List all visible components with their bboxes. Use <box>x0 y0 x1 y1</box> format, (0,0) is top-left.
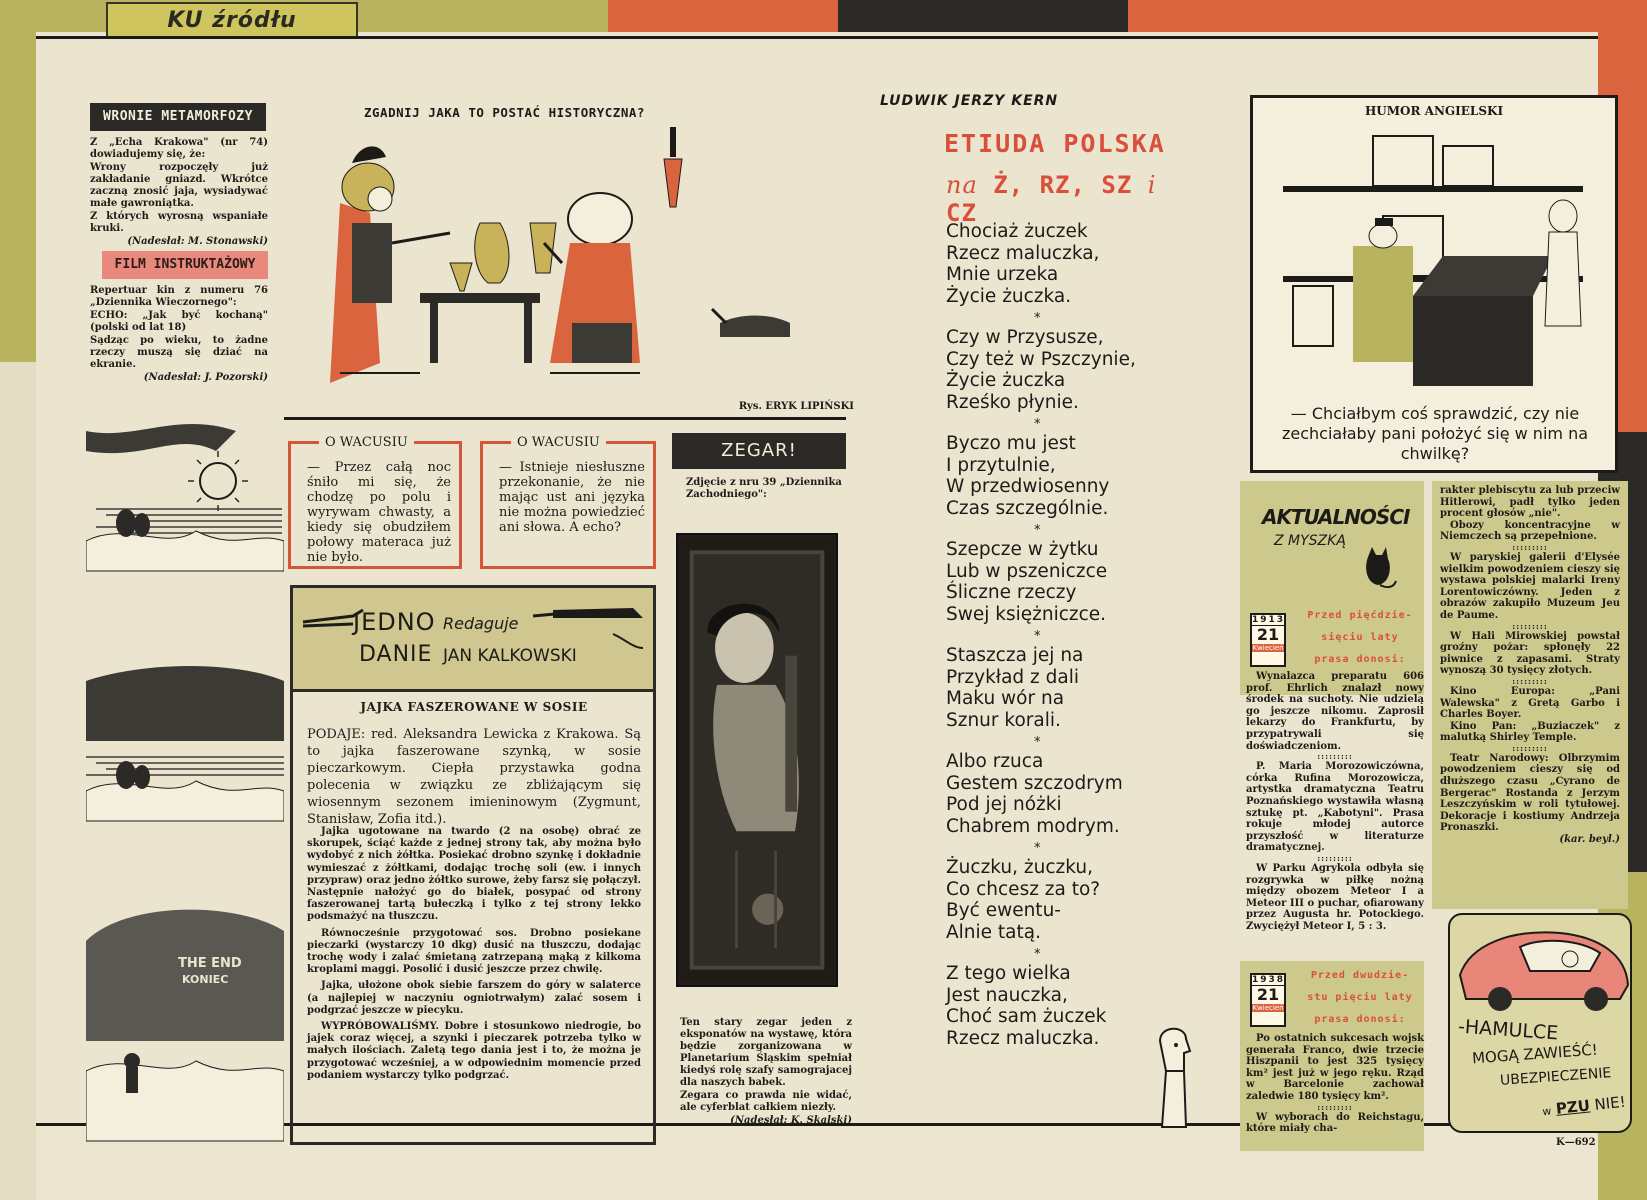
recipe-steps <box>307 826 641 1086</box>
wronie-line: Z których wyrosną wspaniałe kruki. <box>90 211 268 234</box>
jedno-danie-banner <box>293 588 653 692</box>
date-label-line: prasa donosi: <box>1314 654 1406 665</box>
news-item: Teatr Narodowy: Olbrzymim powodzeniem cieszy się od dłuższego czasu „Cyrano de Bergerac" Rostanda z Jerzym Leszczyńskim w roli tytułowej. Dekoracje i kostiumy Andrzeja Pronaszki. <box>1440 752 1620 834</box>
poem-subtitle-na: na <box>946 171 978 199</box>
trunk-cartoon <box>1263 126 1605 402</box>
date-month: Kwiecień <box>1252 1004 1284 1012</box>
separator: ::::::::: <box>1512 675 1548 686</box>
poem-line: Mnie urzeka <box>946 264 1059 285</box>
humor-caption: — Chciałbym coś sprawdzić, czy nie zechciałaby pani położyć się w nim na chwilkę? <box>1281 404 1589 463</box>
news-item: Kino Europa: „Pani Walewska" z Gretą Garbo i Charles Boyer. <box>1440 685 1620 721</box>
date-label-line: sięciu laty <box>1321 632 1399 643</box>
pzu-line1: -HAMULCE <box>1457 1015 1559 1045</box>
panel-the-end <box>86 910 284 1141</box>
poem-line: Czy też w Pszczynie, <box>946 348 1136 370</box>
poem-stanza <box>946 433 1186 519</box>
news-1913 <box>1246 671 1424 932</box>
poem-stanza <box>946 221 1186 307</box>
pzu-w: w <box>1541 1104 1553 1119</box>
svg-text:KONIEC: KONIEC <box>182 973 229 986</box>
pzu-line2: MOGĄ ZAWIEŚĆ! <box>1471 1040 1599 1068</box>
magazine-page <box>36 36 1627 1148</box>
date-box <box>1250 973 1286 1027</box>
film-article <box>90 285 268 385</box>
cartoon-man-illustration <box>1150 1021 1198 1131</box>
color-band-cream <box>0 362 36 1200</box>
zegar-article <box>680 1017 852 1128</box>
stanza-separator: * <box>1034 841 1041 856</box>
banner-line2: DANIE <box>359 642 433 667</box>
color-band-red <box>1128 0 1647 32</box>
news-column-right <box>1432 481 1628 909</box>
film-line: ECHO: „Jak być kochaną" (polski od lat 18) <box>90 310 268 333</box>
zegar-caption: Zdjęcie z nru 39 „Dziennika Zachodniego": <box>686 477 842 500</box>
film-line: Repertuar kin z numeru 76 „Dziennika Wieczornego": <box>90 285 268 308</box>
aktualnosci-title: AKTUALNOŚCI <box>1262 505 1410 529</box>
clock-photo <box>676 533 838 987</box>
stanza-separator: * <box>1034 417 1041 432</box>
date-badge-1913 <box>1250 613 1286 667</box>
poem-line: Staszcza jej na <box>946 645 1084 666</box>
poem-line: I przytulnie, <box>946 454 1056 476</box>
poem-line: Pod jej nóżki <box>946 794 1062 815</box>
poem-line: Swej księżniczce. <box>946 603 1107 625</box>
masthead-logo <box>106 2 358 38</box>
poem-line: Być ewentu- <box>946 900 1061 921</box>
svg-text:THE END: THE END <box>178 956 242 971</box>
pzu-name: PZU <box>1554 1096 1591 1118</box>
fork-and-knife-icon <box>293 588 653 692</box>
poem-line: Rzecz maluczka. <box>946 1027 1100 1049</box>
aktualnosci-subtitle: Z MYSZKĄ <box>1274 533 1346 549</box>
date-label-line: Przed dwudzie- <box>1310 970 1410 981</box>
poem-stanza <box>946 857 1186 943</box>
pzu-nie: NIE! <box>1593 1092 1627 1114</box>
recipe-step: Równocześnie przygotować sos. Drobno posiekane pieczarki (wystarczy 10 dkg) dusić na tłuszczu, dodając trochę wody i zalać śmietaną zatrzepaną mąką z kilkoma kroplami maggi. Posolić i dusić jeszcze przez chwilę. <box>307 927 641 976</box>
date-label-1938 <box>1296 965 1424 1031</box>
pzu-line4 <box>1541 1093 1626 1120</box>
poem-line: Co chcesz za to? <box>946 878 1101 900</box>
poem-line: Czas szczególnie. <box>946 497 1109 519</box>
stanza-separator: * <box>1034 629 1041 644</box>
poem-line: Przykład z dali <box>946 666 1079 688</box>
news-1938 <box>1246 1033 1424 1135</box>
wacus-text: — Przez całą noc śniło mi się, że chodzę po polu i wyrywam chwasty, a kiedy się obudziłem połowy materaca już nie było. <box>307 460 451 565</box>
recipe-intro: PODAJE: red. Aleksandra Lewicka z Krakowa. Są to jajka faszerowane szynką, w sosie pieczarkowym. Ciepła przystawka godna polecenia w związku ze zbliżającym się wiosennym sezonem imieninowym (Zygmunt, Stanisław, Zofia itd.). <box>307 727 641 827</box>
news-item: W Parku Agrykola odbyła się rozgrywka w piłkę nożną między obozem Meteor I a Meteor III o puchar, ofiarowany przez Augusta hr. Potockiego. Zwyciężył Meteor I, 5 : 3. <box>1246 862 1424 932</box>
news-item: Wynalazca preparatu 606 prof. Ehrlich znalazł nowy środek na suchoty. Nie udzielą go jeszcze nikomu. Zaprosił lekarzy do Frankfurtu, by przypatrywali się doświadczeniom. <box>1246 671 1424 752</box>
wacus-text: — Istnieje niesłuszne przekonanie, że nie mając ust ani języka nie można powiedzieć ani słowa. A echo? <box>499 460 645 535</box>
comic-strip-illustration <box>86 411 284 1151</box>
poem-line: Czy w Przysusze, <box>946 327 1104 348</box>
wronie-line: Z „Echa Krakowa" (nr 74) dowiadujemy się, że: <box>90 137 268 160</box>
car-icon <box>1450 915 1632 1015</box>
film-signature: (Nadesłał: J. Pozorski) <box>143 372 268 383</box>
masthead-title: KU źródłu <box>167 7 297 33</box>
humor-angielski-box <box>1250 95 1618 473</box>
zegar-heading: ZEGAR! <box>672 433 846 469</box>
poem-line: Chabrem modrym. <box>946 815 1120 837</box>
recipe-step: Jajka, ułożone obok siebie farszem do góry w salaterce (a najlepiej w naczyniu ogniotrwałym) zalać sosem i podgrzać jeszcze w piecyku. <box>307 980 641 1016</box>
jedno-danie-box <box>290 585 656 1145</box>
date-month: Kwiecień <box>1252 644 1284 652</box>
date-year: 1913 <box>1252 615 1286 625</box>
news-item: P. Maria Morozowiczówna, córka Rufina Morozowicza, artystka dramatyczna Teatru Poznańskiego wystawiła własną sztukę pt. „Kabotyni". Prasa rokuje młodej autorce przyszłość w literaturze dramatycznej. <box>1246 761 1424 854</box>
poem-line: Jest nauczka, <box>946 984 1068 1006</box>
date-label-line: stu pięciu laty <box>1307 992 1413 1003</box>
poem-author: LUDWIK JERZY KERN <box>880 93 1059 109</box>
aktualnosci-signature: (kar. beyl.) <box>1559 834 1620 846</box>
poem-subtitle <box>946 171 1176 227</box>
news-item: W paryskiej galerii d'Elysée wielkim powodzeniem cieszy się wystawa polskiej malarki Ireny Lorentowiczówny. Jeden z obrazów zakupiło Muzeum Jeu de Paume. <box>1440 551 1620 621</box>
separator: ::::::::: <box>1317 852 1353 863</box>
poem-line: Żuczku, żuczku, <box>946 857 1093 878</box>
poem-line: Lub w pszeniczce <box>946 560 1108 582</box>
page-code: K—692 <box>1556 1137 1596 1148</box>
divider <box>284 417 846 420</box>
color-band-dark <box>838 0 1128 32</box>
zegar-body-text: Zegara co prawda nie widać, ale cyferblat całkiem niezły. <box>680 1090 852 1113</box>
cartoon-title: ZGADNIJ JAKA TO POSTAĆ HISTORYCZNA? <box>364 105 645 120</box>
news-item: Po ostatnich sukcesach wojsk generała Franco, dwie trzecie Hiszpanii to jest 325 tysięcy km² jest już w jego ręku. Rząd w Barcelonie zachował zaledwie 180 tysięcy km². <box>1246 1033 1424 1102</box>
zegar-body-text: Ten stary zegar jeden z eksponatów na wystawę, która będzie zorganizowana w Planetarium Śląskim spełniał kiedyś rolę szafy samograjacej dla naszych babek. <box>680 1017 852 1088</box>
separator: ::::::::: <box>1317 751 1353 762</box>
poem-line: Życie żuczka. <box>946 285 1072 307</box>
poem-line: Rzecz maluczka, <box>946 242 1100 264</box>
cartoon-credit: Rys. ERYK LIPIŃSKI <box>738 401 854 412</box>
stanza-separator: * <box>1034 947 1041 962</box>
stanza-separator: * <box>1034 735 1041 750</box>
poem-line: Maku wór na <box>946 688 1065 709</box>
date-label-1913 <box>1296 605 1424 671</box>
wronie-signature: (Nadesłał: M. Stonawski) <box>127 236 268 247</box>
separator: ::::::::: <box>1512 541 1548 552</box>
poem-line: Alnie tatą. <box>946 921 1041 943</box>
stanza-separator: * <box>1034 311 1041 326</box>
zegar-signature: (Nadesłał: K. Skalski) <box>730 1115 852 1126</box>
date-badge-1938 <box>1250 973 1286 1027</box>
panel-sunset <box>86 424 284 571</box>
news-item: Kino Pan: „Buziaczek" z malutką Shirley Temple. <box>1440 720 1620 744</box>
news-item: W wyborach do Reichstagu, które miały cha- <box>1246 1111 1424 1135</box>
poem-subtitle-i: i <box>1147 171 1157 199</box>
news-item: rakter plebiscytu za lub przeciw Hitlerowi, padł tylko jeden procent głosów „nie". <box>1440 485 1620 520</box>
color-band-olive <box>0 32 36 362</box>
poem-line: Szepcze w żytku <box>946 539 1099 560</box>
poem-line: Choć sam żuczek <box>946 1006 1107 1027</box>
pzu-advertisement <box>1448 913 1632 1133</box>
banner-editor-name: JAN KALKOWSKI <box>443 646 577 666</box>
recipe-step: WYPRÓBOWALIŚMY. Dobre i stosunkowo niedrogie, bo jajek coraz więcej, a szynki i pieczarek potrzeba tylko w małych ilościach. Zaletą tego dania jest i to, że można je przygotować wcześniej, a w odpowiednim momencie przed podaniem wystarczy tylko podgrzać. <box>307 1021 641 1081</box>
wacus-title: O WACUSIU <box>319 435 414 450</box>
wronie-line: Wrony rozpoczęły już zakładanie gniazd. Wkrótce zaczną znosić jaja, wysiadywać małe gawroniątka. <box>90 162 268 209</box>
film-line: Sądząc po wieku, to żadne rzeczy muszą się dziać na ekranie. <box>90 335 268 370</box>
poem-body <box>946 221 1186 1053</box>
panel-sea <box>86 666 284 821</box>
poem-stanza <box>946 751 1186 837</box>
date-year: 1938 <box>1252 975 1286 985</box>
poem-line: Albo rzuca <box>946 751 1044 772</box>
poem-line: Gestem szczodrym <box>946 772 1123 794</box>
historical-figure-cartoon <box>300 123 860 399</box>
news-item: W Hali Mirowskiej powstał groźny pożar: spłonęły 22 piwnice z zapasami. Straty wynoszą 30 tysięcy złotych. <box>1440 630 1620 677</box>
banner-line1: JEDNO <box>353 608 436 636</box>
separator: ::::::::: <box>1512 742 1548 753</box>
date-day: 21 <box>1256 625 1280 644</box>
wronie-article <box>90 137 268 249</box>
date-label-line: Przed pięćdzie- <box>1307 610 1413 621</box>
date-box <box>1250 613 1286 667</box>
separator: ::::::::: <box>1512 620 1548 631</box>
poem-subtitle-cz: CZ <box>946 199 977 227</box>
stanza-separator: * <box>1034 523 1041 538</box>
color-band-red <box>608 0 838 32</box>
poem-stanza <box>946 539 1186 625</box>
poem-line: Sznur korali. <box>946 709 1061 731</box>
date-day: 21 <box>1256 985 1280 1004</box>
poem-stanza <box>946 327 1186 413</box>
poem-line: W przedwiosenny <box>946 476 1110 497</box>
poem-line: Byczo mu jest <box>946 433 1076 454</box>
poem-line: Z tego wielka <box>946 963 1071 984</box>
poem-title: ETIUDA POLSKA <box>944 129 1166 158</box>
film-heading: FILM INSTRUKTAŻOWY <box>102 251 268 279</box>
wacus-title: O WACUSIU <box>511 435 606 450</box>
poem-line: Rześko płynie. <box>946 391 1079 413</box>
poem-stanza <box>946 645 1186 731</box>
poem-line: Życie żuczka <box>946 370 1066 391</box>
separator: ::::::::: <box>1317 1101 1353 1112</box>
date-label-line: prasa donosi: <box>1314 1014 1406 1025</box>
wronie-heading: WRONIE METAMORFOZY <box>90 103 266 131</box>
cat-icon <box>1358 543 1398 593</box>
recipe-title: JAJKA FASZEROWANE W SOSIE <box>360 700 588 714</box>
wacus-box <box>480 435 656 569</box>
poem-subtitle-letters: Ż, RZ, SZ <box>993 171 1133 199</box>
humor-heading: HUMOR ANGIELSKI <box>1364 104 1504 118</box>
news-item: Obozy koncentracyjne w Niemczech są przepełnione. <box>1440 519 1620 543</box>
banner-editor-label: Redaguje <box>443 614 519 633</box>
poem-line: Chociaż żuczek <box>946 221 1088 242</box>
recipe-step: Jajka ugotowane na twardo (2 na osobę) obrać ze skorupek, ściąć każde z jednej strony tak, aby można było wydobyć z nich żółtka. Posiekać drobno szynkę i dokładnie wymieszać z żółtkami, dodając trochę soli (ew. i innych przypraw) oraz jedno żółtko surowe, żeby farsz się połączył. Następnie nałożyć go do białek, posypać od strony faszerowanej tartą bułeczką i tylko z tej strony lekko podsmażyć na tłuszczu. <box>307 826 641 923</box>
poem-line: Śliczne rzeczy <box>946 582 1077 603</box>
wacus-box <box>288 435 462 569</box>
pzu-line3: UBEZPIECZENIE <box>1499 1065 1612 1089</box>
